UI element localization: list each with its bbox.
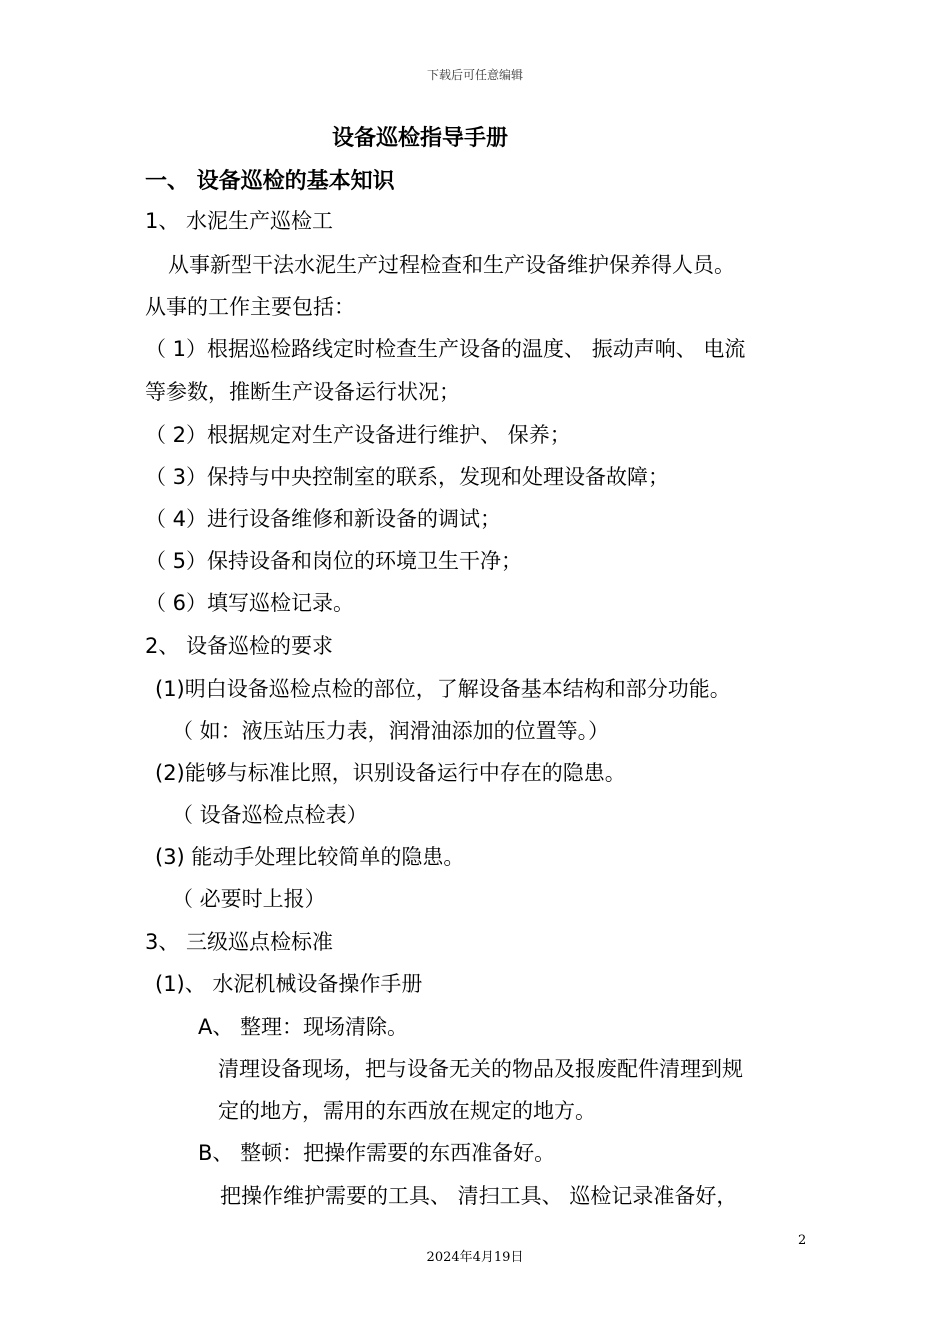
page-number: 2 xyxy=(798,1233,807,1248)
item-3-heading: 3、 三级巡点检标准 xyxy=(145,930,334,954)
section-heading: 一、 设备巡检的基本知识 xyxy=(145,169,395,194)
list-item: （ 4）进行设备维修和新设备的调试； xyxy=(145,507,502,531)
paragraph-line: 定的地方，需用的东西放在规定的地方。 xyxy=(218,1099,596,1123)
list-item-note: （ 如：液压站压力表，润滑油添加的位置等。） xyxy=(172,719,610,743)
list-item: （ 6）填写巡检记录。 xyxy=(145,591,355,615)
list-item-continuation: 等参数，推断生产设备运行状况； xyxy=(145,380,460,404)
item-2-heading: 2、 设备巡检的要求 xyxy=(145,634,334,658)
list-item: （ 2）根据规定对生产设备进行维护、 保养； xyxy=(145,423,571,447)
sub-item: B、 整顿：把操作需要的东西准备好。 xyxy=(198,1141,556,1165)
list-item: （ 1）根据巡检路线定时检查生产设备的温度、 振动声响、 电流 xyxy=(145,337,746,361)
sub-heading: (1)、 水泥机械设备操作手册 xyxy=(155,972,423,996)
paragraph-line: 从事的工作主要包括： xyxy=(145,295,355,319)
footer-date: 2024年4月19日 xyxy=(426,1250,524,1265)
list-item: (2)能够与标准比照，识别设备运行中存在的隐患。 xyxy=(155,761,626,785)
list-item: (1)明白设备巡检点检的部位，了解设备基本结构和部分功能。 xyxy=(155,677,731,701)
list-item-note: （ 设备巡检点检表） xyxy=(172,803,368,827)
paragraph-line: 从事新型干法水泥生产过程检查和生产设备维护保养得人员。 xyxy=(168,253,735,277)
header-note: 下载后可任意编辑 xyxy=(426,68,523,82)
item-1-heading: 1、 水泥生产巡检工 xyxy=(145,209,334,233)
paragraph-line: 把操作维护需要的工具、 清扫工具、 巡检记录准备好， xyxy=(220,1184,738,1208)
sub-item: A、 整理：现场清除。 xyxy=(198,1015,409,1039)
list-item: （ 5）保持设备和岗位的环境卫生干净； xyxy=(145,549,523,573)
paragraph-line: 清理设备现场，把与设备无关的物品及报废配件清理到规 xyxy=(218,1057,743,1081)
list-item-note: （ 必要时上报） xyxy=(172,887,326,911)
document-title: 设备巡检指导手册 xyxy=(331,126,508,151)
list-item: (3) 能动手处理比较简单的隐患。 xyxy=(155,845,465,869)
list-item: （ 3）保持与中央控制室的联系，发现和处理设备故障； xyxy=(145,465,670,489)
